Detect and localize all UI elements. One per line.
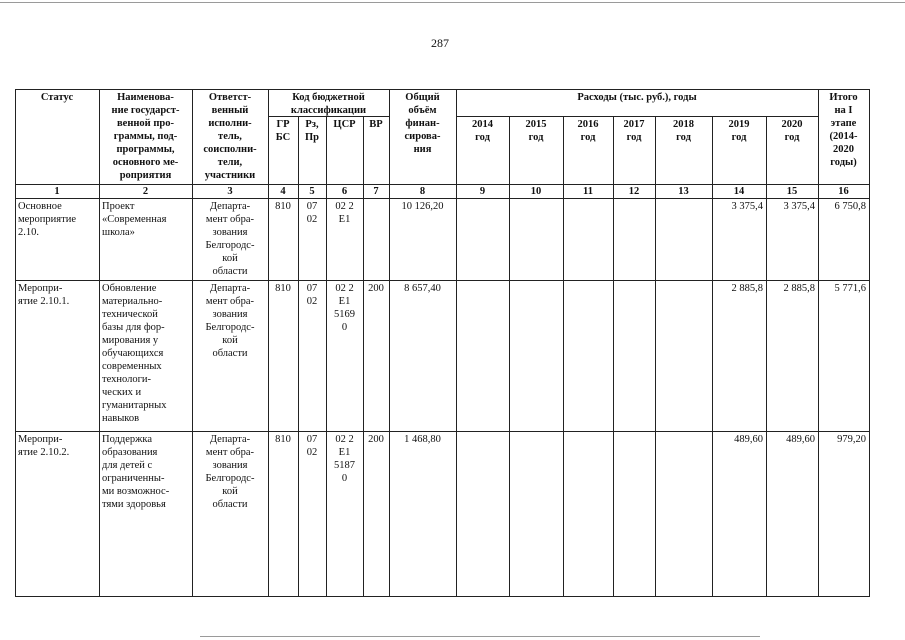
header-grbs: ГР БС xyxy=(275,119,291,143)
colnum-bottom-line xyxy=(15,198,869,199)
column-number: 1 xyxy=(54,186,60,197)
header-total: Общий объём финан- сирова- ния xyxy=(404,92,441,155)
cell-total: 10 126,20 xyxy=(401,201,444,212)
cell-name: Обновление материально- технической базы для фор- мирования у обучающихся современных технологи- ческих и гуманитарных навыков xyxy=(102,283,167,424)
cell-csr: 02 2 E1 xyxy=(335,201,354,225)
header-year: 2018 год xyxy=(673,119,694,143)
column-number: 10 xyxy=(530,186,542,197)
column-number: 13 xyxy=(678,186,689,197)
column-line xyxy=(15,89,16,597)
cell-csr: 02 2 E1 5169 0 xyxy=(334,283,355,333)
cell-status: Основное мероприятие 2.10. xyxy=(18,201,76,238)
row-separator xyxy=(15,596,869,597)
cell-y2019: 2 885,8 xyxy=(731,283,763,294)
scan-edge-bottom xyxy=(200,636,760,637)
column-line xyxy=(456,89,457,597)
cell-grbs: 810 xyxy=(275,201,291,212)
cell-y2020: 2 885,8 xyxy=(783,283,815,294)
header-vr: ВР xyxy=(369,119,383,130)
row-separator xyxy=(15,431,869,432)
header-year: 2019 год xyxy=(728,119,750,143)
cell-y2019: 489,60 xyxy=(734,434,763,445)
column-number: 9 xyxy=(479,186,486,197)
subheader-line-years xyxy=(456,116,818,117)
header-year: 2015 год xyxy=(525,119,547,143)
cell-status: Меропри- ятие 2.10.2. xyxy=(18,434,70,458)
column-number: 12 xyxy=(628,186,640,197)
header-year: 2014 год xyxy=(472,119,493,143)
cell-total: 1 468,80 xyxy=(404,434,441,445)
cell-name: Проект «Современная школа» xyxy=(102,201,167,238)
column-number: 4 xyxy=(280,186,286,197)
header-year: 2020 год xyxy=(781,119,803,143)
header-rzpr: Рз, Пр xyxy=(304,119,319,143)
cell-csr: 02 2 E1 5187 0 xyxy=(334,434,355,484)
header-expenses: Расходы (тыс. руб.), годы xyxy=(577,92,697,103)
cell-itogo: 979,20 xyxy=(837,434,866,445)
cell-itogo: 6 750,8 xyxy=(834,201,866,212)
header-itogo: Итого на I этапе (2014- 2020 годы) xyxy=(829,92,858,168)
cell-responsible: Департа- мент обра- зования Белгородс- кой области xyxy=(205,434,255,510)
cell-grbs: 810 xyxy=(275,283,291,294)
cell-name: Поддержка образования для детей с ограниченны- ми возможнос- тями здоровья xyxy=(102,434,170,510)
column-number: 8 xyxy=(419,186,426,197)
row-separator xyxy=(15,280,869,281)
cell-y2020: 489,60 xyxy=(786,434,815,445)
cell-vr: 200 xyxy=(368,434,384,445)
header-year: 2016 год xyxy=(577,119,599,143)
table-border-top xyxy=(15,89,869,90)
header-year: 2017 год xyxy=(623,119,645,143)
column-number: 3 xyxy=(227,186,233,197)
header-budget-code: Код бюджетной классификации xyxy=(290,92,367,116)
cell-vr: 200 xyxy=(368,283,384,294)
cell-grbs: 810 xyxy=(275,434,291,445)
column-number: 6 xyxy=(341,186,348,197)
column-number: 5 xyxy=(309,186,315,197)
cell-y2020: 3 375,4 xyxy=(783,201,815,212)
column-line xyxy=(268,89,269,597)
cell-responsible: Департа- мент обра- зования Белгородс- кой области xyxy=(205,201,255,277)
header-csr: ЦСР xyxy=(333,119,356,130)
cell-y2019: 3 375,4 xyxy=(731,201,763,212)
cell-rzpr: 07 02 xyxy=(306,283,318,307)
column-line xyxy=(869,89,870,597)
cell-total: 8 657,40 xyxy=(404,283,441,294)
header-status: Статус xyxy=(40,92,74,103)
cell-status: Меропри- ятие 2.10.1. xyxy=(18,283,70,307)
column-line xyxy=(389,89,390,597)
cell-rzpr: 07 02 xyxy=(306,201,318,225)
page-number: 287 xyxy=(431,36,449,50)
cell-itogo: 5 771,6 xyxy=(834,283,866,294)
header-name: Наименова- ние государст- венной про- граммы, под- программы, основного ме- роприятия xyxy=(111,92,180,181)
header-responsible: Ответст- венный исполни- тель, соисполни- тели, участники xyxy=(203,92,257,181)
cell-responsible: Департа- мент обра- зования Белгородс- кой области xyxy=(205,283,255,359)
column-number: 7 xyxy=(373,186,379,197)
cell-rzpr: 07 02 xyxy=(306,434,318,458)
column-number: 16 xyxy=(838,186,849,197)
column-number: 15 xyxy=(786,186,798,197)
column-number: 11 xyxy=(583,186,593,197)
column-number: 14 xyxy=(733,186,745,197)
column-number: 2 xyxy=(142,186,149,197)
scan-edge-top xyxy=(0,2,905,3)
